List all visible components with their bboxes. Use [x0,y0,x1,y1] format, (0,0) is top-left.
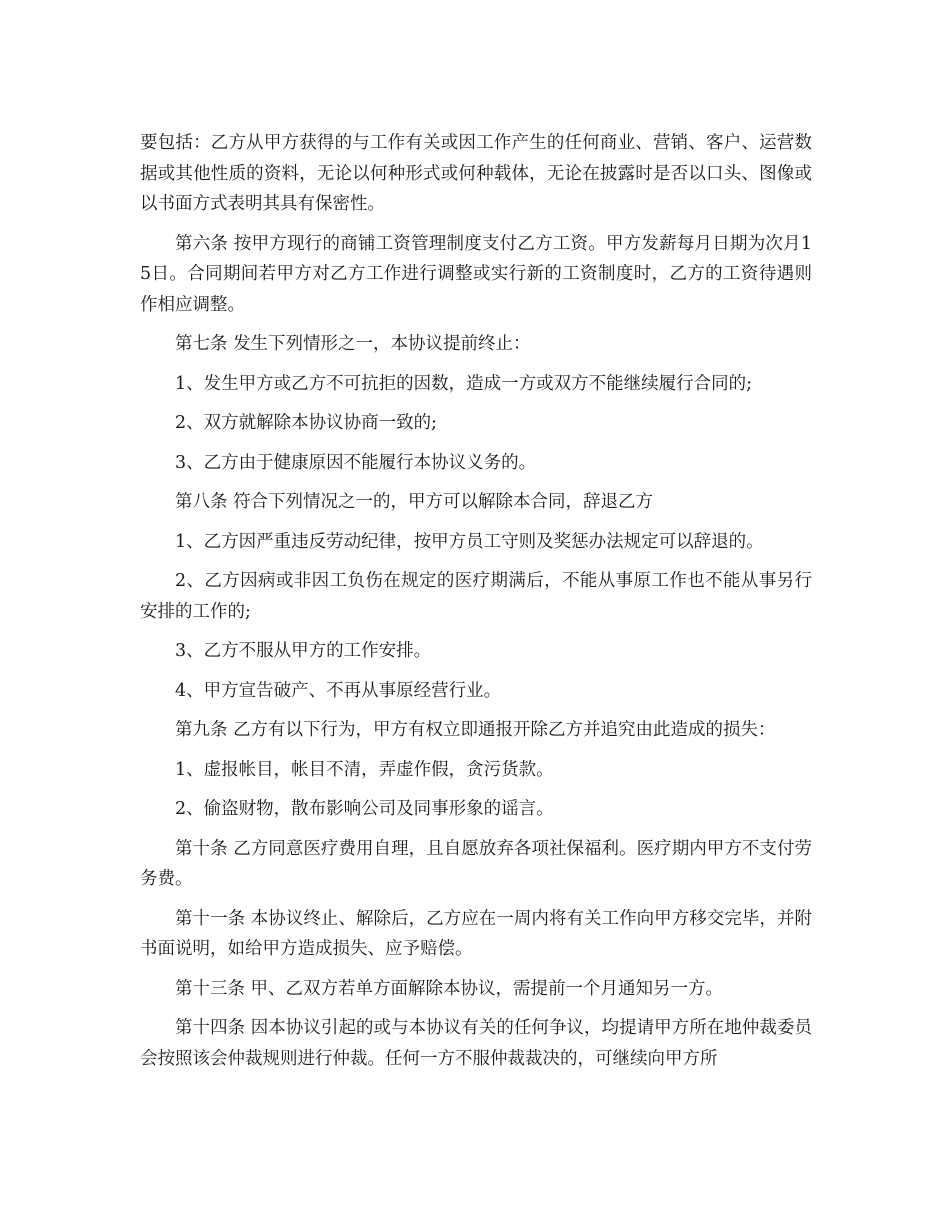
paragraph-article-11: 第十一条 本协议终止、解除后，乙方应在一周内将有关工作向甲方移交完毕，并附书面说明，如给甲方造成损失、应予赔偿。 [140,908,812,959]
paragraph-article-13: 第十三条 甲、乙双方若单方面解除本协议，需提前一个月通知另一方。 [175,978,724,999]
paragraph-confidential-scope: 要包括：乙方从甲方获得的与工作有关或因工作产生的任何商业、营销、客户、运营数据或其他性质的资料，无论以何种形式或何种载体，无论在披露时是否以口头、图像或以书面方式表明其具有保密性。 [140,133,812,214]
paragraph-article-8-item-3: 3、乙方不服从甲方的工作安排。 [175,641,432,661]
paragraph-article-6: 第六条 按甲方现行的商铺工资管理制度支付乙方工资。甲方发薪每月日期为次月15日。合同期间若甲方对乙方工作进行调整或实行新的工资制度时，乙方的工资待遇则作相应调整。 [140,233,812,315]
paragraph-article-9-item-2: 2、偷盗财物，散布影响公司及同事形象的谣言。 [175,799,554,819]
paragraph-article-8-item-4: 4、甲方宣告破产、不再从事原经营行业。 [175,680,502,701]
document-page [140,128,812,1083]
paragraph-article-14: 第十四条 因本协议引起的或与本协议有关的任何争议，均提请甲方所在地仲裁委员会按照该会仲裁规则进行仲裁。任何一方不服仲裁裁决的，可继续向甲方所 [140,1018,812,1069]
paragraph-article-7-item-1: 1、发生甲方或乙方不可抗拒的因数，造成一方或双方不能继续履行合同的; [175,373,753,394]
paragraph-article-9-item-1: 1、虚报帐目，帐目不清，弄虚作假，贪污货款。 [175,759,554,780]
paragraph-article-7-item-2: 2、双方就解除本协议协商一致的; [175,413,438,433]
paragraph-article-10: 第十条 乙方同意医疗费用自理，且自愿放弃各项社保福利。医疗期内甲方不支付劳务费。 [140,838,812,889]
paragraph-article-8-item-1: 1、乙方因严重违反劳动纪律，按甲方员工守则及奖惩办法规定可以辞退的。 [175,531,764,552]
paragraph-article-9: 第九条 乙方有以下行为，甲方有权立即通报开除乙方并追究由此造成的损失： [175,720,776,740]
paragraph-article-7-item-3: 3、乙方由于健康原因不能履行本协议义务的。 [175,452,537,473]
paragraph-article-8: 第八条 符合下列情况之一的，甲方可以解除本合同，辞退乙方 [175,492,654,512]
paragraph-article-7: 第七条 发生下列情形之一，本协议提前终止： [175,334,531,354]
paragraph-article-8-item-2: 2、乙方因病或非因工负伤在规定的医疗期满后，不能从事原工作也不能从事另行安排的工作的; [140,571,812,622]
